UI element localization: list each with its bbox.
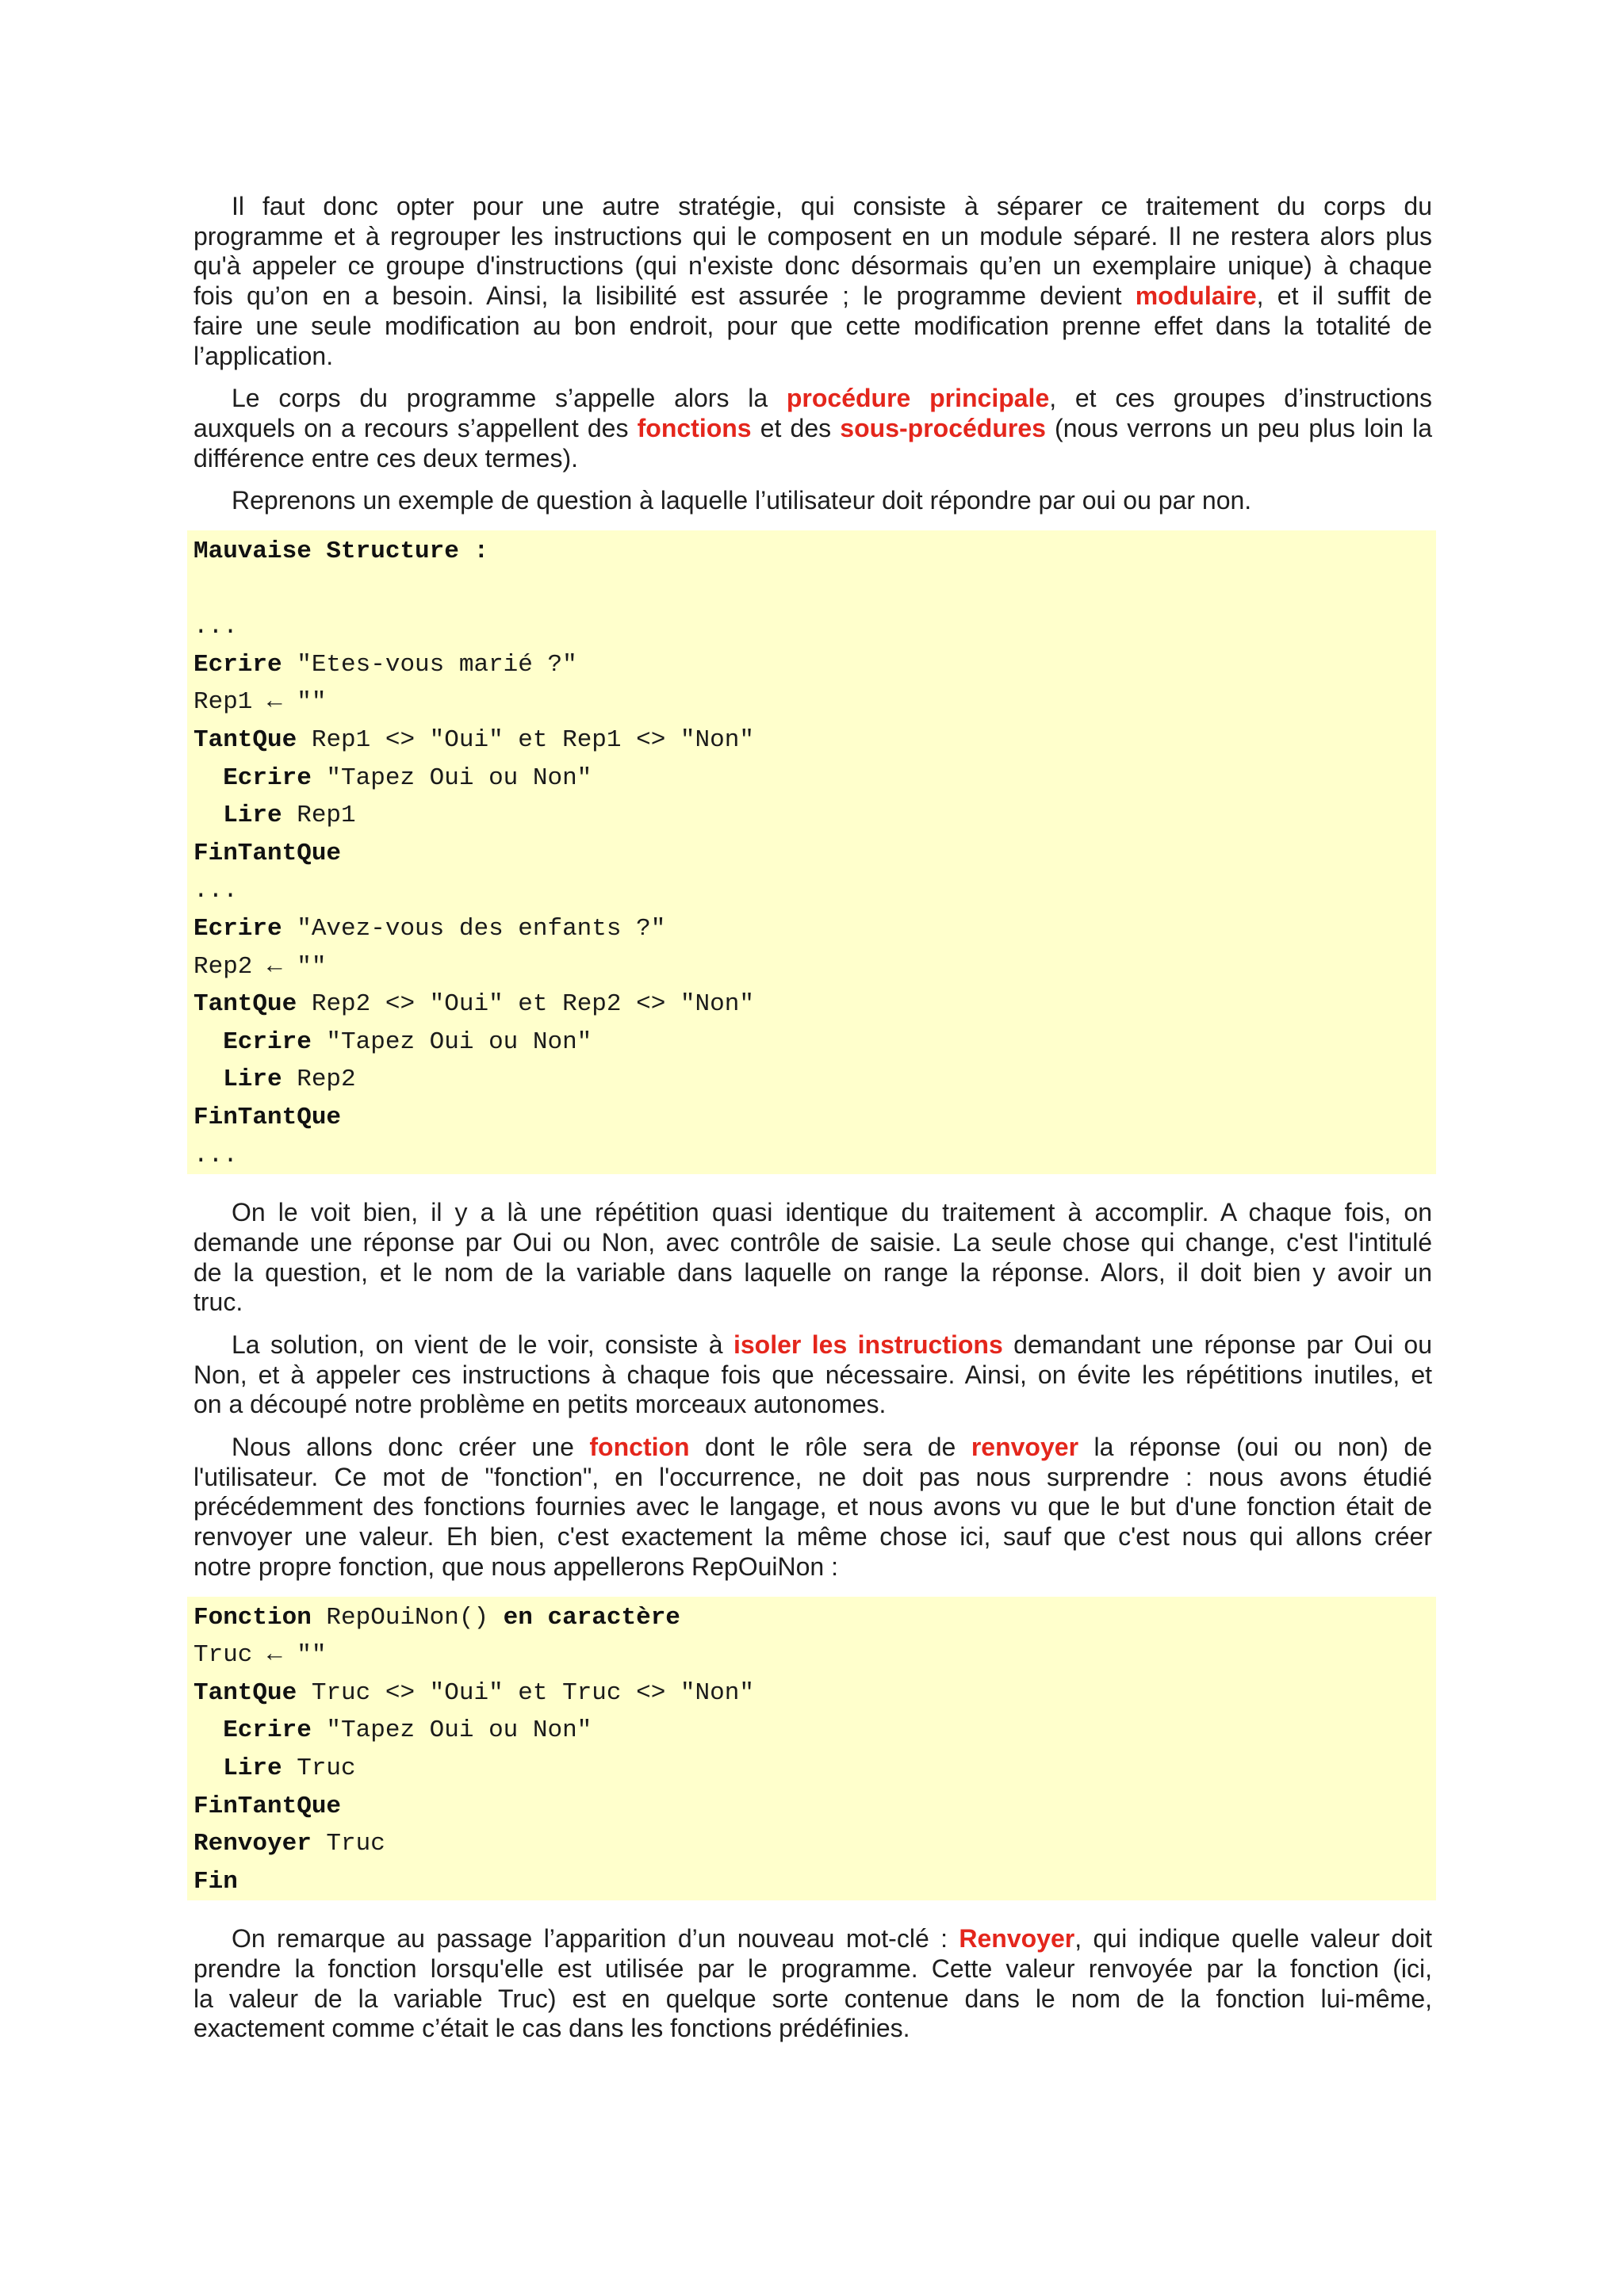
text-line: on a découpé notre problème en petits morceaux autonomes. — [193, 1390, 887, 1419]
code-line — [193, 948, 1432, 986]
code-text: Truc <> "Oui" et Truc <> "Non" — [297, 1678, 754, 1707]
text-line — [193, 1924, 1432, 1954]
code-line — [193, 797, 1432, 835]
text-line: précédemment des fonctions fournies avec le langage, et nous avons vu que le but d'une fonction était de — [193, 1492, 1432, 1521]
paragraph — [193, 1330, 1432, 1420]
text-line: l'utilisateur. Ce mot de "fonction", en l'occurrence, ne doit pas nous surprendre : nous avons étudié — [193, 1462, 1432, 1491]
text-run: la réponse (oui ou non) de — [1078, 1433, 1433, 1462]
text-run: La solution, on vient de le voir, consiste à — [232, 1330, 733, 1359]
emphasis-term: fonction — [589, 1433, 690, 1462]
text-line — [193, 384, 1432, 414]
paragraph — [193, 1924, 1432, 2044]
paragraph — [193, 384, 1432, 473]
code-keyword: TantQue — [193, 1678, 297, 1707]
code-line — [193, 1599, 1432, 1637]
text-line: demande une réponse par Oui ou Non, avec contrôle de saisie. La seule chose qui change, c'est l'intitulé — [193, 1227, 1432, 1257]
text-line — [193, 414, 1432, 444]
text-run: fois qu’on en a besoin. Ainsi, la lisibilité est assurée ; le programme devient — [193, 281, 1136, 311]
code-text: "Tapez Oui ou Non" — [311, 763, 592, 792]
text-line: renvoyer une valeur. Eh bien, c'est exactement la même chose ici, sauf que c'est nous qui allons créer — [193, 1522, 1432, 1552]
emphasis-term: modulaire — [1135, 281, 1257, 311]
emphasis-term: isoler les instructions — [733, 1330, 1003, 1359]
text-line — [193, 281, 1432, 312]
code-line — [193, 835, 1432, 873]
code-keyword: TantQue — [193, 990, 297, 1019]
code-line — [193, 910, 1432, 948]
code-text: Rep2 ← "" — [193, 952, 327, 981]
code-text: Truc — [282, 1754, 356, 1782]
code-line — [193, 1061, 1432, 1099]
code-text: Rep1 <> "Oui" et Rep1 <> "Non" — [297, 726, 754, 754]
code-text: "Tapez Oui ou Non" — [311, 1027, 592, 1056]
text-line: différence entre ces deux termes). — [193, 443, 578, 473]
text-run: , qui indique quelle valeur doit — [1074, 1924, 1433, 1954]
text-line: Il faut donc opter pour une autre stratégie, qui consiste à séparer ce traitement du corps du — [232, 192, 1432, 220]
code-keyword: en caractère — [503, 1603, 680, 1632]
code-keyword: Fonction — [193, 1603, 312, 1632]
code-text: Rep2 — [282, 1066, 356, 1094]
code-text: "Etes-vous marié ?" — [282, 650, 577, 679]
emphasis-term: Renvoyer — [959, 1924, 1075, 1954]
code-keyword: Ecrire — [193, 1027, 312, 1056]
code-text: ... — [193, 1141, 238, 1169]
text-run: dont le rôle sera de — [689, 1433, 971, 1462]
code-keyword: Ecrire — [193, 914, 282, 943]
code-blank-line — [193, 571, 1432, 609]
paragraph — [193, 486, 1432, 516]
code-line — [193, 608, 1432, 646]
paragraph — [193, 192, 1432, 371]
code-text: ... — [193, 877, 238, 905]
emphasis-term: sous-procédures — [840, 413, 1046, 442]
code-text: Truc ← "" — [193, 1641, 327, 1670]
text-line: On le voit bien, il y a là une répétition quasi identique du traitement à accomplir. A chaque fois, on — [232, 1198, 1432, 1227]
text-run: auxquels on a recours s’appellent des — [193, 413, 638, 442]
code-text: ... — [193, 613, 238, 641]
code-keyword: Lire — [193, 1754, 282, 1782]
text-run: Le corps du programme s’appelle alors la — [232, 384, 787, 413]
code-line — [193, 721, 1432, 760]
code-text: "Avez-vous des enfants ?" — [282, 914, 666, 943]
code-line — [193, 683, 1432, 721]
text-run: Nous allons donc créer une — [232, 1433, 590, 1462]
code-text: Rep1 — [282, 802, 356, 830]
emphasis-term: fonctions — [637, 413, 752, 442]
text-line: Non, et à appeler ces instructions à chaque fois que nécessaire. Ainsi, on évite les répétitions inutiles, et — [193, 1360, 1432, 1389]
text-line: la valeur de la variable Truc) est en quelque sorte contenue dans le nom de la fonction lui-même, — [193, 1984, 1432, 2013]
text-line: prendre la fonction lorsqu'elle est utilisée par le programme. Cette valeur renvoyée par la fonction (ici, — [193, 1954, 1432, 1984]
code-text: "Tapez Oui ou Non" — [311, 1716, 592, 1745]
code-keyword: Ecrire — [193, 1716, 312, 1745]
code-block — [187, 1597, 1436, 1901]
text-line: programme et à regrouper les instructions qui le composent en un module séparé. Il ne restera alors plus — [193, 221, 1432, 251]
code-keyword: FinTantQue — [193, 1103, 342, 1131]
code-line — [193, 1825, 1432, 1863]
document-page — [193, 192, 1432, 2057]
code-line — [193, 1636, 1432, 1674]
code-text: RepOuiNon() — [311, 1603, 504, 1632]
code-keyword: Lire — [193, 802, 282, 830]
code-line — [193, 1788, 1432, 1826]
text-line: exactement comme c’était le cas dans les fonctions prédéfinies. — [193, 2014, 910, 2043]
text-line: truc. — [193, 1288, 243, 1317]
paragraph — [193, 1433, 1432, 1582]
text-line: de la question, et le nom de la variable dans laquelle on range la réponse. Alors, il doit bien y avoir un — [193, 1257, 1432, 1287]
code-keyword: Mauvaise Structure : — [193, 538, 489, 566]
text-line: notre propre fonction, que nous appellerons RepOuiNon : — [193, 1552, 838, 1581]
code-line — [193, 872, 1432, 910]
code-line — [193, 1712, 1432, 1750]
code-keyword: Ecrire — [193, 650, 282, 679]
code-line — [193, 985, 1432, 1024]
text-line: l’application. — [193, 341, 334, 370]
code-line — [193, 760, 1432, 798]
text-line: faire une seule modification au bon endroit, pour que cette modification prenne effet dans la totalité de — [193, 311, 1432, 340]
code-block — [187, 530, 1436, 1174]
code-keyword: TantQue — [193, 726, 297, 754]
emphasis-term: renvoyer — [971, 1433, 1079, 1462]
code-line — [193, 1024, 1432, 1062]
code-keyword: FinTantQue — [193, 839, 342, 867]
code-keyword: Lire — [193, 1066, 282, 1094]
code-line — [193, 533, 1432, 571]
paragraph — [193, 1198, 1432, 1318]
text-line: Reprenons un exemple de question à laquelle l’utilisateur doit répondre par oui ou par non. — [232, 486, 1252, 515]
code-text: Truc — [311, 1830, 385, 1858]
code-line — [193, 1137, 1432, 1175]
text-run: demandant une réponse par Oui ou — [1002, 1330, 1433, 1359]
code-line — [193, 1099, 1432, 1137]
text-line — [193, 1330, 1432, 1360]
text-run: , et ces groupes d’instructions — [1049, 384, 1433, 413]
code-line — [193, 1674, 1432, 1712]
code-line — [193, 1863, 1432, 1901]
text-line — [193, 1433, 1432, 1463]
code-keyword: Ecrire — [193, 763, 312, 792]
text-run: (nous verrons un peu plus loin la — [1045, 413, 1433, 442]
text-line: qu'à appeler ce groupe d'instructions (qui n'existe donc désormais qu’en un exemplaire unique) à chaque — [193, 251, 1432, 281]
text-run: , et il suffit de — [1256, 281, 1432, 311]
code-line — [193, 646, 1432, 684]
code-keyword: Renvoyer — [193, 1830, 312, 1858]
text-run: On remarque au passage l’apparition d’un nouveau mot-clé : — [232, 1924, 959, 1954]
text-run: et des — [751, 413, 841, 442]
code-keyword: FinTantQue — [193, 1792, 342, 1820]
code-keyword: Fin — [193, 1867, 238, 1896]
code-text: Rep1 ← "" — [193, 688, 327, 717]
emphasis-term: procédure principale — [786, 384, 1050, 413]
code-text: Rep2 <> "Oui" et Rep2 <> "Non" — [297, 990, 754, 1019]
code-line — [193, 1750, 1432, 1788]
